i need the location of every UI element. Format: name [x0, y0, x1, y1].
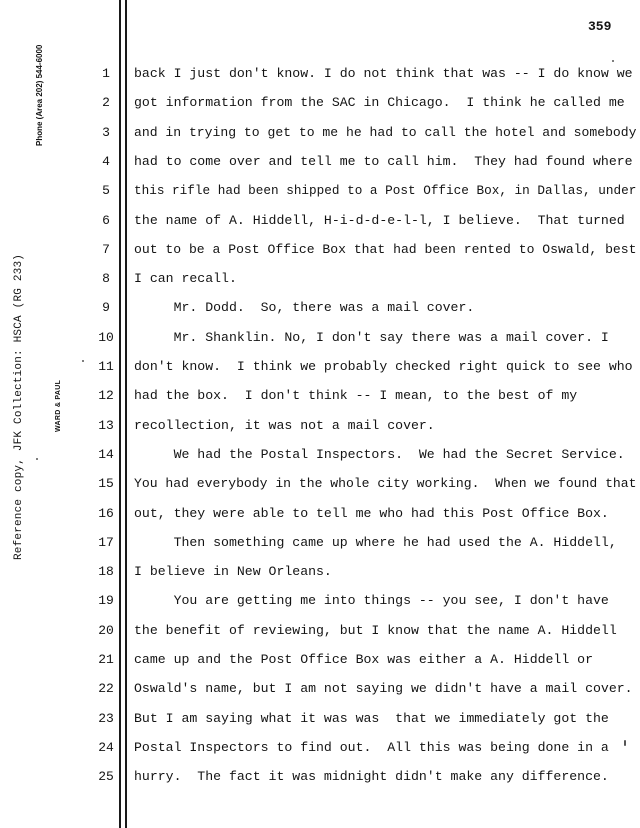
- line-number: 2: [102, 95, 110, 110]
- firm-margin-note: WARD & PAUL: [55, 379, 62, 432]
- line-text: But I am saying what it was was that we immediately got the: [134, 711, 609, 726]
- line-number: 4: [102, 154, 110, 169]
- line-number: 22: [98, 681, 114, 696]
- line-text: the benefit of reviewing, but I know that the name A. Hiddell: [134, 623, 617, 638]
- page-number: 359: [588, 19, 612, 34]
- line-number: 11: [98, 359, 114, 374]
- line-text: I can recall.: [134, 271, 237, 286]
- line-text: hurry. The fact it was midnight didn't make any difference.: [134, 769, 609, 784]
- line-number: 17: [98, 535, 114, 550]
- scan-speck: [612, 60, 614, 62]
- line-text: came up and the Post Office Box was either a A. Hiddell or: [134, 652, 593, 667]
- line-text: and in trying to get to me he had to call the hotel and somebody: [134, 125, 637, 140]
- line-number: 20: [98, 623, 114, 638]
- line-text: the name of A. Hiddell, H-i-d-d-e-l-l, I believe. That turned: [134, 213, 625, 228]
- line-text: out to be a Post Office Box that had been rented to Oswald, best: [134, 242, 637, 257]
- line-number: 12: [98, 388, 114, 403]
- line-number: 9: [102, 300, 110, 315]
- scan-speck: [82, 360, 84, 362]
- line-text: out, they were able to tell me who had this Post Office Box.: [134, 506, 609, 521]
- line-number: 8: [102, 271, 110, 286]
- line-text: I believe in New Orleans.: [134, 564, 332, 579]
- line-text: recollection, it was not a mail cover.: [134, 418, 435, 433]
- line-number: 21: [98, 652, 114, 667]
- line-text: Postal Inspectors to find out. All this was being done in a: [134, 740, 609, 755]
- reference-copy-note: Reference copy, JFK Collection: HSCA (RG 233): [13, 253, 25, 560]
- line-text: had to come over and tell me to call him. They had found where: [134, 154, 633, 169]
- line-text: Then something came up where he had used the A. Hiddell,: [134, 535, 617, 550]
- margin-rule-right: [125, 0, 127, 828]
- line-text: We had the Postal Inspectors. We had the Secret Service.: [134, 447, 625, 462]
- line-text: this rifle had been shipped to a Post Office Box, in Dallas, under: [134, 183, 637, 198]
- line-number: 13: [98, 418, 114, 433]
- line-text: Mr. Shanklin. No, I don't say there was a mail cover. I: [134, 330, 609, 345]
- line-number: 14: [98, 447, 114, 462]
- line-text: had the box. I don't think -- I mean, to the best of my: [134, 388, 578, 403]
- line-number: 18: [98, 564, 114, 579]
- scan-speck: [36, 458, 38, 460]
- line-number: 15: [98, 476, 114, 491]
- line-number: 10: [98, 330, 114, 345]
- line-number: 5: [102, 183, 110, 198]
- line-text: got information from the SAC in Chicago. I think he called me: [134, 95, 625, 110]
- line-text: Mr. Dodd. So, there was a mail cover.: [134, 300, 475, 315]
- line-text: You had everybody in the whole city working. When we found that: [134, 476, 637, 491]
- line-text: don't know. I think we probably checked right quick to see who: [134, 359, 633, 374]
- line-number: 25: [98, 769, 114, 784]
- line-text: You are getting me into things -- you see, I don't have: [134, 593, 609, 608]
- line-text: back I just don't know. I do not think that was -- I do know we: [134, 66, 633, 81]
- phone-margin-note: Phone (Area 202) 544-6000: [35, 44, 44, 146]
- line-number: 1: [102, 66, 110, 81]
- line-number: 24: [98, 740, 114, 755]
- line-number: 7: [102, 242, 110, 257]
- line-number: 23: [98, 711, 114, 726]
- line-number: 19: [98, 593, 114, 608]
- line-number: 16: [98, 506, 114, 521]
- scan-speck: [624, 740, 626, 746]
- line-text: Oswald's name, but I am not saying we didn't have a mail cover.: [134, 681, 633, 696]
- line-number: 6: [102, 213, 110, 228]
- line-number: 3: [102, 125, 110, 140]
- margin-rule-left: [119, 0, 121, 828]
